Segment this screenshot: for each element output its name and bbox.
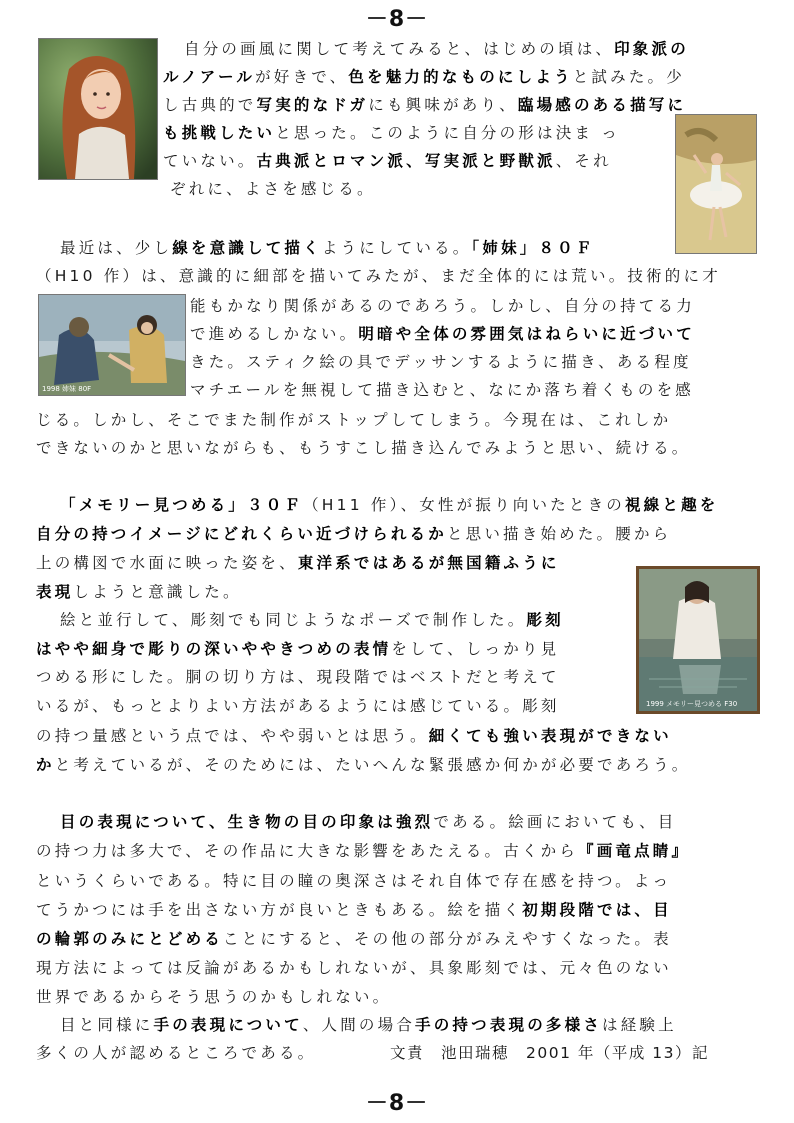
emphasis-text: も挑戦したい bbox=[163, 124, 276, 142]
text-line bbox=[36, 929, 672, 949]
text-line bbox=[190, 352, 692, 372]
emphasis-text: 視線と趣を bbox=[624, 496, 719, 514]
text-line bbox=[170, 179, 376, 199]
body-text: は経験上 bbox=[602, 1016, 677, 1034]
girl-portrait-image bbox=[38, 38, 158, 180]
emphasis-text: 臨場感のある描写に bbox=[517, 96, 687, 114]
body-text: ようにしている。 bbox=[321, 239, 472, 257]
text-line bbox=[36, 841, 690, 861]
body-text: じる。しかし、そこでまた制作がストップしてしまう。今現在は、これしか bbox=[36, 411, 672, 429]
text-line bbox=[190, 296, 695, 316]
text-line bbox=[36, 553, 560, 573]
emphasis-text: の輪郭のみにとどめる bbox=[36, 930, 224, 948]
body-text: をして、しっかり見 bbox=[391, 640, 560, 658]
text-line bbox=[36, 900, 672, 920]
text-line bbox=[163, 123, 620, 143]
body-text: 、人間の場合 bbox=[302, 1016, 416, 1034]
emphasis-text: 「姉妹」８０Ｆ bbox=[471, 239, 595, 257]
text-line bbox=[36, 410, 671, 430]
text-line bbox=[36, 726, 672, 746]
body-text: 現方法によっては反論があるかもしれないが、具象彫刻では、元々色のない bbox=[36, 959, 672, 977]
text-line bbox=[36, 958, 672, 978]
body-text: 最近は、少し bbox=[60, 239, 173, 257]
emphasis-text: 色を魅力的なものにしよう bbox=[348, 68, 573, 86]
text-line bbox=[36, 1043, 316, 1063]
text-line bbox=[163, 95, 686, 115]
signature: 文責 池田瑞穂 2001 年（平成 13）記 bbox=[390, 1044, 710, 1062]
text-line bbox=[36, 871, 671, 891]
body-text: 上の構図で水面に映った姿を、 bbox=[36, 554, 298, 572]
text-line bbox=[36, 987, 391, 1007]
body-text: ぞれに、よさを感じる。 bbox=[170, 180, 376, 198]
body-text: である。絵画においても、目 bbox=[433, 813, 677, 831]
body-text: 能もかなり関係があるのであろう。しかし、自分の持てる力 bbox=[190, 297, 695, 315]
body-text: 多くの人が認めるところである。 bbox=[36, 1044, 317, 1062]
emphasis-text: 東洋系ではあるが無国籍ふうに bbox=[297, 554, 560, 572]
emphasis-text: 表現 bbox=[36, 583, 74, 601]
body-text: と試みた。少 bbox=[572, 68, 685, 86]
body-text: 自分の画風に関して考えてみると、はじめの頃は、 bbox=[184, 40, 615, 58]
text-line bbox=[163, 67, 685, 87]
text-line bbox=[60, 610, 564, 630]
body-text: で進めるしかない。 bbox=[190, 325, 359, 343]
text-line bbox=[36, 524, 671, 544]
body-text: できないのかと思いながらも、もうすこし描き込んでみようと思い、続ける。 bbox=[36, 439, 691, 457]
body-text: 絵と並行して、彫刻でも同じようなポーズで制作した。 bbox=[60, 611, 527, 629]
sisters-painting-image bbox=[38, 294, 186, 396]
text-line bbox=[36, 667, 560, 687]
body-text: ことにすると、その他の部分がみえやすくなった。表 bbox=[223, 930, 672, 948]
text-line bbox=[60, 495, 718, 515]
text-line bbox=[36, 438, 691, 458]
body-text: というくらいである。特に目の瞳の奥深さはそれ自体で存在感を持つ。よっ bbox=[36, 872, 672, 890]
memory-painting-image bbox=[636, 566, 760, 714]
body-text: しようと意識した。 bbox=[73, 583, 242, 601]
text-line bbox=[36, 639, 559, 659]
body-text: マチエールを無視して描き込むと、なにか落ち着くものを感 bbox=[190, 381, 694, 399]
emphasis-text: 細くても強い表現ができない bbox=[428, 727, 672, 745]
emphasis-text: ルノアール bbox=[163, 68, 256, 86]
emphasis-text: 「メモリー見つめる」３０Ｆ bbox=[60, 496, 304, 514]
body-text: が好きで、 bbox=[255, 68, 349, 86]
body-text: ていない。 bbox=[163, 152, 257, 170]
text-line bbox=[60, 812, 677, 832]
emphasis-text: 古典派とロマン派、写実派と野獣派 bbox=[256, 152, 556, 170]
body-text: の持つ量感という点では、やや弱いとは思う。 bbox=[36, 727, 429, 745]
ballet-dancer-image bbox=[675, 114, 757, 254]
body-text: にも興味があり、 bbox=[368, 96, 518, 114]
body-text: の持つ力は多大で、その作品に大きな影響をあたえる。古くから bbox=[36, 842, 578, 860]
body-text: （H11 作）、女性が振り向いたときの bbox=[303, 496, 625, 514]
body-text: 世界であるからそう思うのかもしれない。 bbox=[36, 988, 392, 1006]
emphasis-text: 目の表現について、生き物の目の印象は強烈 bbox=[60, 813, 434, 831]
text-line bbox=[36, 582, 242, 602]
image-caption: 1999 メモリー見つめる F30 bbox=[646, 700, 738, 708]
emphasis-text: 手の持つ表現の多様さ bbox=[415, 1016, 603, 1034]
emphasis-text: 初期段階では、目 bbox=[522, 901, 672, 919]
page-number-top: －8－ bbox=[365, 7, 429, 32]
text-line bbox=[163, 151, 612, 171]
body-text: と思った。このように自分の形は決ま っ bbox=[275, 124, 620, 142]
body-text: し古典的で bbox=[163, 96, 257, 114]
body-text: と思い描き始めた。腰から bbox=[446, 525, 672, 543]
emphasis-text: 線を意識して描く bbox=[172, 239, 322, 257]
image-caption: 1998 姉妹 80F bbox=[42, 385, 92, 393]
emphasis-text: 自分の持つイメージにどれくらい近づけられるか bbox=[36, 525, 447, 543]
emphasis-text: 手の表現について bbox=[153, 1016, 303, 1034]
text-line bbox=[190, 380, 694, 400]
text-line bbox=[60, 1015, 677, 1035]
text-line bbox=[36, 266, 721, 286]
text-line bbox=[184, 39, 689, 59]
text-line bbox=[60, 238, 595, 258]
emphasis-text: 明暗や全体の雰囲気はねらいに近づいて bbox=[358, 325, 695, 343]
body-text: と考えているが、そのためには、たいへんな緊張感か何かが必要であろう。 bbox=[54, 756, 691, 774]
body-text: 目と同様に bbox=[60, 1016, 154, 1034]
emphasis-text: 『画竜点睛』 bbox=[578, 842, 691, 860]
text-line bbox=[190, 324, 695, 344]
body-text: いるが、もっとよりよい方法があるようには感じている。彫刻 bbox=[36, 697, 560, 715]
body-text: てうかつには手を出さない方が良いときもある。絵を描く bbox=[36, 901, 523, 919]
emphasis-text: 印象派の bbox=[614, 40, 689, 58]
text-line bbox=[36, 755, 691, 775]
emphasis-text: 彫刻 bbox=[526, 611, 564, 629]
page-number-bottom: －8－ bbox=[365, 1091, 429, 1116]
emphasis-text: か bbox=[36, 756, 55, 774]
text-line bbox=[36, 696, 560, 716]
body-text: つめる形にした。胴の切り方は、現段階ではベストだと考えて bbox=[36, 668, 560, 686]
body-text: （H10 作）は、意識的に細部を描いてみたが、まだ全体的には荒い。技術的に才 bbox=[36, 267, 721, 285]
emphasis-text: 写実的なドガ bbox=[256, 96, 369, 114]
body-text: 、それ bbox=[555, 152, 612, 170]
body-text: きた。スティク絵の具でデッサンするように描き、ある程度 bbox=[190, 353, 692, 371]
emphasis-text: はやや細身で彫りの深いややきつめの表情 bbox=[36, 640, 392, 658]
